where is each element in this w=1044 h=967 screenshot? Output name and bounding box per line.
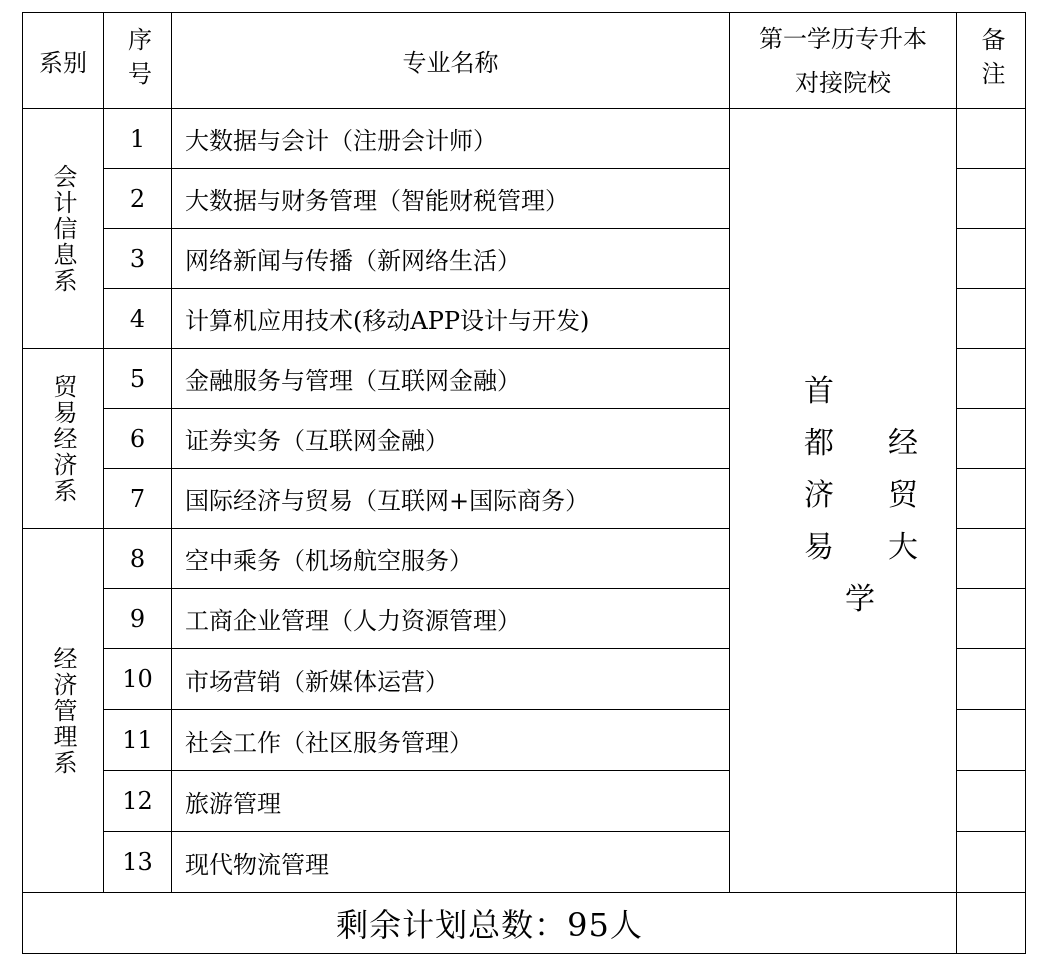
note-cell <box>957 229 1026 289</box>
note-cell <box>957 649 1026 710</box>
total-plan-cell: 剩余计划总数：95人 <box>23 893 957 954</box>
note-cell <box>957 771 1026 832</box>
seq-cell: 3 <box>104 229 172 289</box>
header-note: 备注 <box>957 13 1026 109</box>
seq-cell: 13 <box>104 832 172 893</box>
school-name: 首 都 经 济 贸 易 大 学 <box>804 374 918 617</box>
plan-table <box>22 12 1026 954</box>
major-cell: 现代物流管理 <box>172 832 730 893</box>
seq-cell: 2 <box>104 169 172 229</box>
dept-cell-trade: 贸易经济系 <box>23 349 104 529</box>
note-cell <box>957 469 1026 529</box>
dept-cell-management: 经济管理系 <box>23 529 104 893</box>
major-cell: 证券实务（互联网金融） <box>172 409 730 469</box>
major-cell: 大数据与会计（注册会计师） <box>172 109 730 169</box>
seq-cell: 8 <box>104 529 172 589</box>
header-row <box>23 13 1026 109</box>
major-cell: 工商企业管理（人力资源管理） <box>172 589 730 649</box>
major-cell: 市场营销（新媒体运营） <box>172 649 730 710</box>
table-row <box>23 109 1026 169</box>
header-major: 专业名称 <box>172 13 730 109</box>
seq-cell: 10 <box>104 649 172 710</box>
note-cell <box>957 349 1026 409</box>
major-cell: 金融服务与管理（互联网金融） <box>172 349 730 409</box>
seq-cell: 9 <box>104 589 172 649</box>
major-cell: 旅游管理 <box>172 771 730 832</box>
seq-cell: 6 <box>104 409 172 469</box>
major-cell: 国际经济与贸易（互联网+国际商务） <box>172 469 730 529</box>
note-cell <box>957 832 1026 893</box>
school-cell <box>730 109 957 893</box>
seq-cell: 4 <box>104 289 172 349</box>
seq-cell: 11 <box>104 710 172 771</box>
seq-cell: 5 <box>104 349 172 409</box>
header-school: 第一学历专升本 对接院校 <box>730 13 957 109</box>
note-cell <box>957 589 1026 649</box>
major-cell: 网络新闻与传播（新网络生活） <box>172 229 730 289</box>
note-cell <box>957 109 1026 169</box>
major-cell: 大数据与财务管理（智能财税管理） <box>172 169 730 229</box>
footer-row <box>23 893 1026 954</box>
note-cell <box>957 289 1026 349</box>
header-seq: 序号 <box>104 13 172 109</box>
header-dept: 系别 <box>23 13 104 109</box>
seq-cell: 1 <box>104 109 172 169</box>
note-cell <box>957 529 1026 589</box>
note-cell <box>957 409 1026 469</box>
note-cell <box>957 169 1026 229</box>
note-cell <box>957 893 1026 954</box>
note-cell <box>957 710 1026 771</box>
seq-cell: 12 <box>104 771 172 832</box>
dept-cell-accounting: 会计信息系 <box>23 109 104 349</box>
major-cell: 社会工作（社区服务管理） <box>172 710 730 771</box>
major-cell: 计算机应用技术(移动APP设计与开发) <box>172 289 730 349</box>
seq-cell: 7 <box>104 469 172 529</box>
major-cell: 空中乘务（机场航空服务） <box>172 529 730 589</box>
